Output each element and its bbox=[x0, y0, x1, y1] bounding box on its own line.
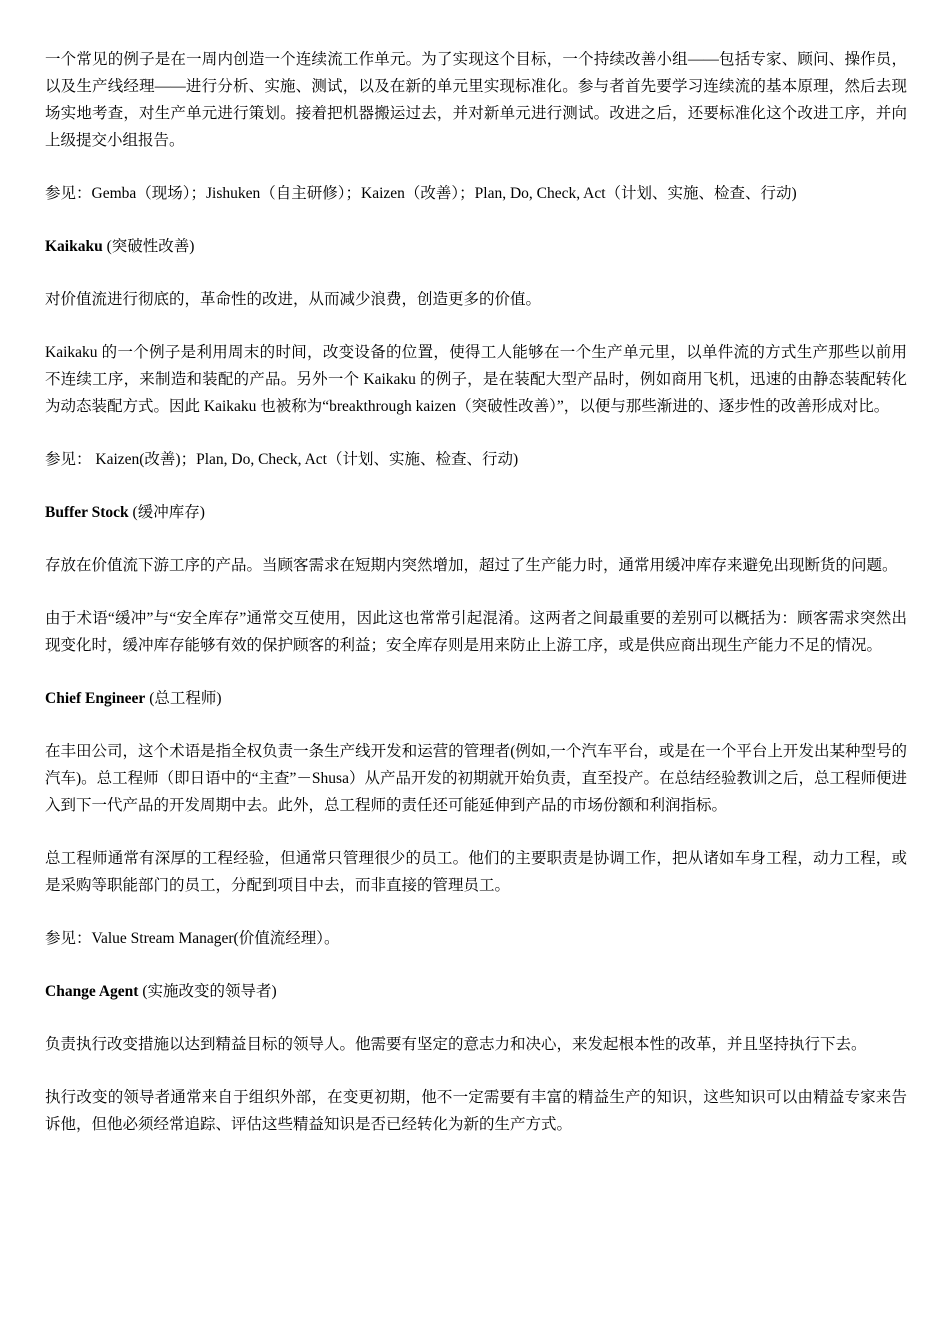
term-heading-kaikaku bbox=[45, 233, 907, 260]
term-name: Kaikaku bbox=[45, 238, 103, 255]
term-heading-change-agent bbox=[45, 978, 907, 1005]
term-name: Change Agent bbox=[45, 983, 139, 1000]
body-paragraph: 负责执行改变措施以达到精益目标的领导人。他需要有坚定的意志力和决心，来发起根本性的改革，并且坚持执行下去。 bbox=[45, 1036, 867, 1053]
term-translation: (总工程师) bbox=[145, 690, 222, 707]
body-paragraph: Kaikaku 的一个例子是利用周末的时间，改变设备的位置，使得工人能够在一个生产单元里，以单件流的方式生产那些以前用不连续工序，来制造和装配的产品。另外一个 Kaikaku 的例子，是在装配大型产品时，例如商用飞机，迅速的由静态装配转化为动态装配方式。因此 Kaikaku 也被称为“breakthrough kaizen（突破性改善）”，以便与那些渐进的、逐步性的改善形成对比。 bbox=[45, 344, 907, 415]
term-name: Chief Engineer bbox=[45, 690, 146, 707]
body-paragraph: 对价值流进行彻底的，革命性的改进，从而减少浪费，创造更多的价值。 bbox=[45, 291, 542, 308]
body-paragraph: 存放在价值流下游工序的产品。当顾客需求在短期内突然增加，超过了生产能力时，通常用缓冲库存来避免出现断货的问题。 bbox=[45, 557, 898, 574]
see-also-line: 参见：Gemba（现场）；Jishuken（自主研修）；Kaizen（改善）；Plan, Do, Check, Act（计划、实施、检查、行动) bbox=[45, 185, 797, 202]
term-heading-buffer-stock bbox=[45, 499, 907, 526]
see-also-line: 参见： Kaizen(改善)；Plan, Do, Check, Act（计划、实施、检查、行动) bbox=[45, 451, 519, 468]
body-paragraph: 在丰田公司，这个术语是指全权负责一条生产线开发和运营的管理者(例如,一个汽车平台，或是在一个平台上开发出某种型号的汽车)。总工程师（即日语中的“主查”－Shusa）从产品开发的初期就开始负责，直至投产。在总结经验教训之后，总工程师便进入到下一代产品的开发周期中去。此外，总工程师的责任还可能延伸到产品的市场份额和利润指标。 bbox=[45, 743, 907, 814]
body-paragraph: 执行改变的领导者通常来自于组织外部，在变更初期，他不一定需要有丰富的精益生产的知识，这些知识可以由精益专家来告诉他，但他必须经常追踪、评估这些精益知识是否已经转化为新的生产方式。 bbox=[45, 1089, 907, 1133]
see-also-line: 参见：Value Stream Manager(价值流经理）。 bbox=[45, 930, 340, 947]
term-translation: (突破性改善) bbox=[102, 238, 195, 255]
term-heading-chief-engineer bbox=[45, 685, 907, 712]
document-page bbox=[45, 46, 907, 1164]
body-paragraph: 由于术语“缓冲”与“安全库存”通常交互使用，因此这也常常引起混淆。这两者之间最重要的差别可以概括为：顾客需求突然出现变化时，缓冲库存能够有效的保护顾客的利益；安全库存则是用来防止上游工序，或是供应商出现生产能力不足的情况。 bbox=[45, 610, 907, 654]
body-paragraph: 一个常见的例子是在一周内创造一个连续流工作单元。为了实现这个目标，一个持续改善小组——包括专家、顾问、操作员，以及生产线经理——进行分析、实施、测试，以及在新的单元里实现标准化。参与者首先要学习连续流的基本原理，然后去现场实地考查，对生产单元进行策划。接着把机器搬运过去，并对新单元进行测试。改进之后，还要标准化这个改进工序，并向上级提交小组报告。 bbox=[45, 51, 907, 149]
term-name: Buffer Stock bbox=[45, 504, 129, 521]
term-translation: (实施改变的领导者) bbox=[138, 983, 277, 1000]
body-paragraph: 总工程师通常有深厚的工程经验，但通常只管理很少的员工。他们的主要职责是协调工作，把从诸如车身工程，动力工程，或是采购等职能部门的员工，分配到项目中去，而非直接的管理员工。 bbox=[45, 850, 907, 894]
term-translation: (缓冲库存) bbox=[128, 504, 205, 521]
